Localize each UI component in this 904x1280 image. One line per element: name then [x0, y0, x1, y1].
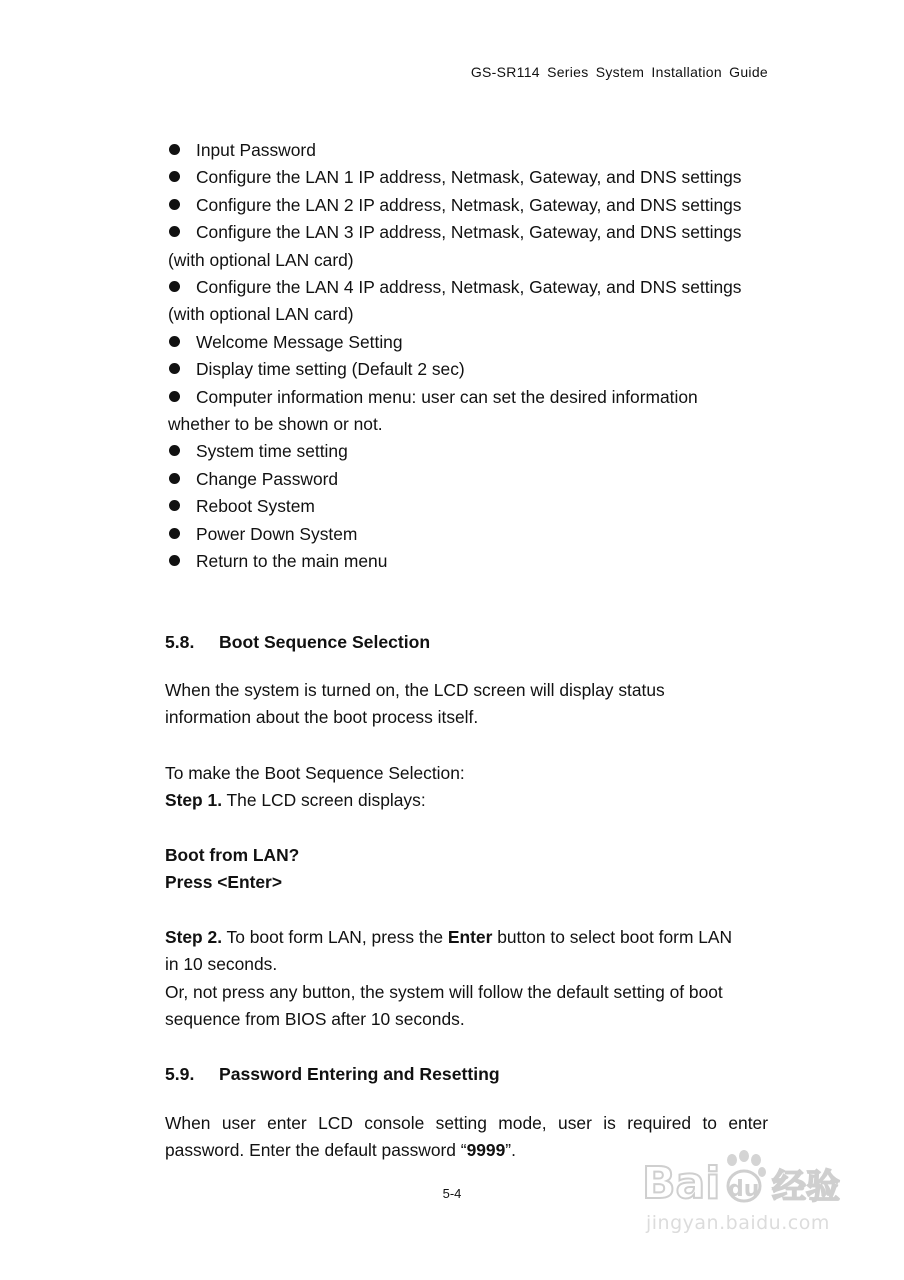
bullet-icon [169, 363, 180, 374]
list-item: Welcome Message Setting [168, 329, 768, 356]
section-number: 5.8. [165, 632, 195, 652]
list-item-continuation: (with optional LAN card) [168, 249, 354, 270]
svg-text:du: du [728, 1177, 760, 1202]
section-title: Password Entering and Resetting [219, 1064, 500, 1084]
bullet-icon [169, 555, 180, 566]
paragraph-line: in 10 seconds. [165, 954, 278, 975]
step-label: Step 2. [165, 927, 223, 947]
bullet-icon [169, 144, 180, 155]
lcd-line: Boot from LAN? [165, 845, 300, 865]
svg-text:经验: 经验 [772, 1167, 840, 1207]
paragraph-line: To make the Boot Sequence Selection: [165, 763, 465, 783]
step-2: Step 2. To boot form LAN, press the Enter button to select boot form LAN [165, 927, 733, 947]
list-item: Return to the main menu [168, 548, 768, 575]
list-item: Configure the LAN 2 IP address, Netmask, Gateway, and DNS settings [168, 192, 768, 219]
bullet-icon [169, 500, 180, 511]
section-heading-5-9 [165, 1061, 768, 1088]
list-item: Configure the LAN 1 IP address, Netmask, Gateway, and DNS settings [168, 164, 768, 191]
bullet-icon [169, 528, 180, 539]
bullet-icon [169, 445, 180, 456]
list-item: Reboot System [168, 493, 768, 520]
list-item: Display time setting (Default 2 sec) [168, 356, 768, 383]
list-item: Change Password [168, 466, 768, 493]
paragraph-line: When the system is turned on, the LCD screen will display status [165, 680, 665, 700]
list-item-continuation: (with optional LAN card) [168, 304, 354, 325]
list-item: Input Password [168, 137, 768, 164]
list-item: Configure the LAN 4 IP address, Netmask, Gateway, and DNS settings [168, 274, 768, 301]
menu-bullet-list [168, 137, 768, 576]
step-label: Step 1. [165, 790, 223, 811]
paragraph-line: sequence from BIOS after 10 seconds. [165, 1009, 465, 1030]
list-item: Configure the LAN 3 IP address, Netmask, Gateway, and DNS settings [168, 219, 768, 246]
boot-step-2 [165, 924, 768, 1034]
bullet-icon [169, 391, 180, 402]
section-heading-5-8 [165, 629, 768, 656]
paragraph-line: Or, not press any button, the system will follow the default setting of boot [165, 981, 723, 1002]
bullet-icon [169, 199, 180, 210]
enter-key-label: Enter [447, 927, 493, 947]
default-password: 9999 [466, 1140, 506, 1161]
step-1: Step 1. The LCD screen displays: [165, 790, 426, 811]
boot-intro-paragraph [165, 677, 768, 732]
running-header: GS-SR114 Series System Installation Guide [470, 64, 768, 80]
bullet-icon [169, 473, 180, 484]
list-item-continuation: whether to be shown or not. [168, 414, 383, 435]
baidu-jingyan-watermark [640, 1140, 855, 1250]
list-item: Power Down System [168, 521, 768, 548]
bullet-icon [169, 281, 180, 292]
bullet-icon [169, 336, 180, 347]
lcd-display-text [165, 842, 768, 897]
paragraph-line: information about the boot process itself. [165, 707, 479, 728]
svg-text:Bai: Bai [642, 1158, 721, 1209]
section-title: Boot Sequence Selection [219, 632, 431, 652]
paragraph-line: When user enter LCD console setting mode, user is required to enter [165, 1113, 768, 1133]
page-number: 5-4 [442, 1186, 462, 1201]
boot-steps-intro [165, 760, 768, 815]
bullet-icon [169, 171, 180, 182]
baidu-paw-logo-icon [640, 1146, 850, 1212]
list-item: Computer information menu: user can set the desired information [168, 384, 768, 411]
list-item: System time setting [168, 438, 768, 465]
section-number: 5.9. [165, 1064, 195, 1084]
lcd-line: Press <Enter> [165, 872, 282, 893]
bullet-icon [169, 226, 180, 237]
watermark-url: jingyan.baidu.com [646, 1212, 830, 1234]
paragraph-line: password. Enter the default password “9999”. [165, 1140, 516, 1161]
